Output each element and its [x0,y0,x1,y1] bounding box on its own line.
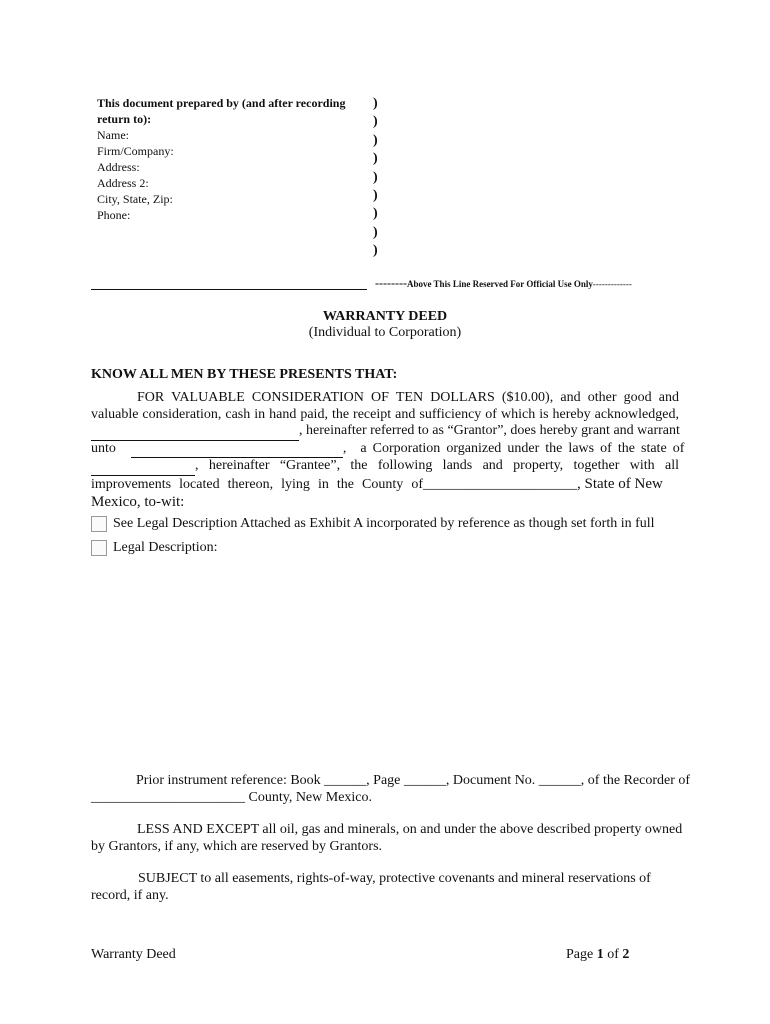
bracket-paren: ) [373,132,378,148]
footer-page-word: Page [566,947,594,962]
grantee-clause: , hereinafter “Grantee”, the following lands and property, together with all [195,458,679,474]
less-except-line-1: LESS AND EXCEPT all oil, gas and minerals, on and under the above described property owned [137,822,683,837]
reserved-dashes-right: ------------- [592,279,632,289]
subject-to-line-2: record, if any. [91,887,169,903]
document-title: WARRANTY DEED [322,309,448,324]
grantor-name-field[interactable] [91,423,299,441]
bracket-paren: ) [373,243,378,259]
corporation-clause: a Corporation organized under the laws of the state of [360,440,685,456]
prepared-by-firm-label: Firm/Company: [97,144,174,158]
footer-current-page: 1 [596,947,604,962]
consideration-line-1: FOR VALUABLE CONSIDERATION OF TEN DOLLARS ($10.00), and other good and [137,390,679,405]
prepared-by-address-label: Address: [97,160,140,174]
bracket-paren: ) [373,151,378,167]
state-of-new-mexico: , State of New [577,475,663,492]
footer-document-name: Warranty Deed [91,947,176,962]
prepared-by-block [97,95,367,223]
state-of-incorporation-field[interactable] [91,458,195,476]
footer-of-word: of [607,947,619,962]
consideration-line-7: Mexico, to-wit: [91,493,185,510]
consideration-line-4 [91,440,685,459]
know-all-heading: KNOW ALL MEN BY THESE PRESENTS THAT: [91,367,398,382]
subject-to-line-1: SUBJECT to all easements, rights-of-way, protective covenants and mineral reservations of [138,871,651,886]
county-blank[interactable]: ______________________ [423,476,577,492]
prepared-by-heading: This document prepared by (and after recording return to): [97,96,346,126]
prior-reference-paragraph [91,773,691,806]
consideration-paragraph [91,390,685,510]
bracket-paren: ) [373,96,378,111]
bracket-column [373,95,378,261]
footer-page-number [566,947,629,963]
subject-to-paragraph [91,871,679,904]
consideration-line-5 [91,458,679,476]
recording-signature-line [91,289,367,290]
reserved-dashes-left: -------- [375,276,407,290]
prepared-by-city-label: City, State, Zip: [97,192,173,206]
document-subtitle: (Individual to Corporation) [308,325,462,340]
consideration-line-6 [91,476,679,494]
legal-description-checkbox[interactable] [91,540,107,556]
prepared-by-phone-label: Phone: [97,208,131,222]
bracket-paren: ) [373,114,378,130]
prepared-by-address2-label: Address 2: [97,176,149,190]
exhibit-a-checkbox[interactable] [91,516,107,532]
bracket-paren: ) [373,187,378,203]
consideration-line-3 [91,423,679,441]
prior-reference-line-1: Prior instrument reference: Book ______, Page ______, Document No. ______, of the Recorder of [136,773,691,788]
consideration-line-2: valuable consideration, cash in hand paid, the receipt and sufficiency of which is hereby acknowledged, [91,406,679,422]
prior-reference-line-2: ______________________ County, New Mexico. [91,789,373,805]
county-clause: improvements located thereon, lying in the County of [91,476,423,492]
reserved-text: Above This Line Reserved For Official Use Only [406,279,593,289]
grantee-name-field[interactable] [131,441,343,459]
bracket-paren: ) [373,224,378,240]
less-except-paragraph [91,822,683,855]
legal-description-label: Legal Description: [113,540,218,555]
exhibit-a-label: See Legal Description Attached as Exhibit A incorporated by reference as though set forth in full [113,516,655,531]
grantor-clause: , hereinafter referred to as “Grantor”, does hereby grant and warrant [299,423,680,439]
prepared-by-name-label: Name: [97,128,129,142]
grantee-comma: , [342,440,347,456]
bracket-paren: ) [373,206,378,222]
reserved-line-notice [375,276,632,291]
less-except-line-2: by Grantors, if any, which are reserved by Grantors. [91,838,383,854]
footer-total-pages: 2 [622,947,630,962]
unto-word: unto [91,440,116,456]
bracket-paren: ) [373,169,378,185]
